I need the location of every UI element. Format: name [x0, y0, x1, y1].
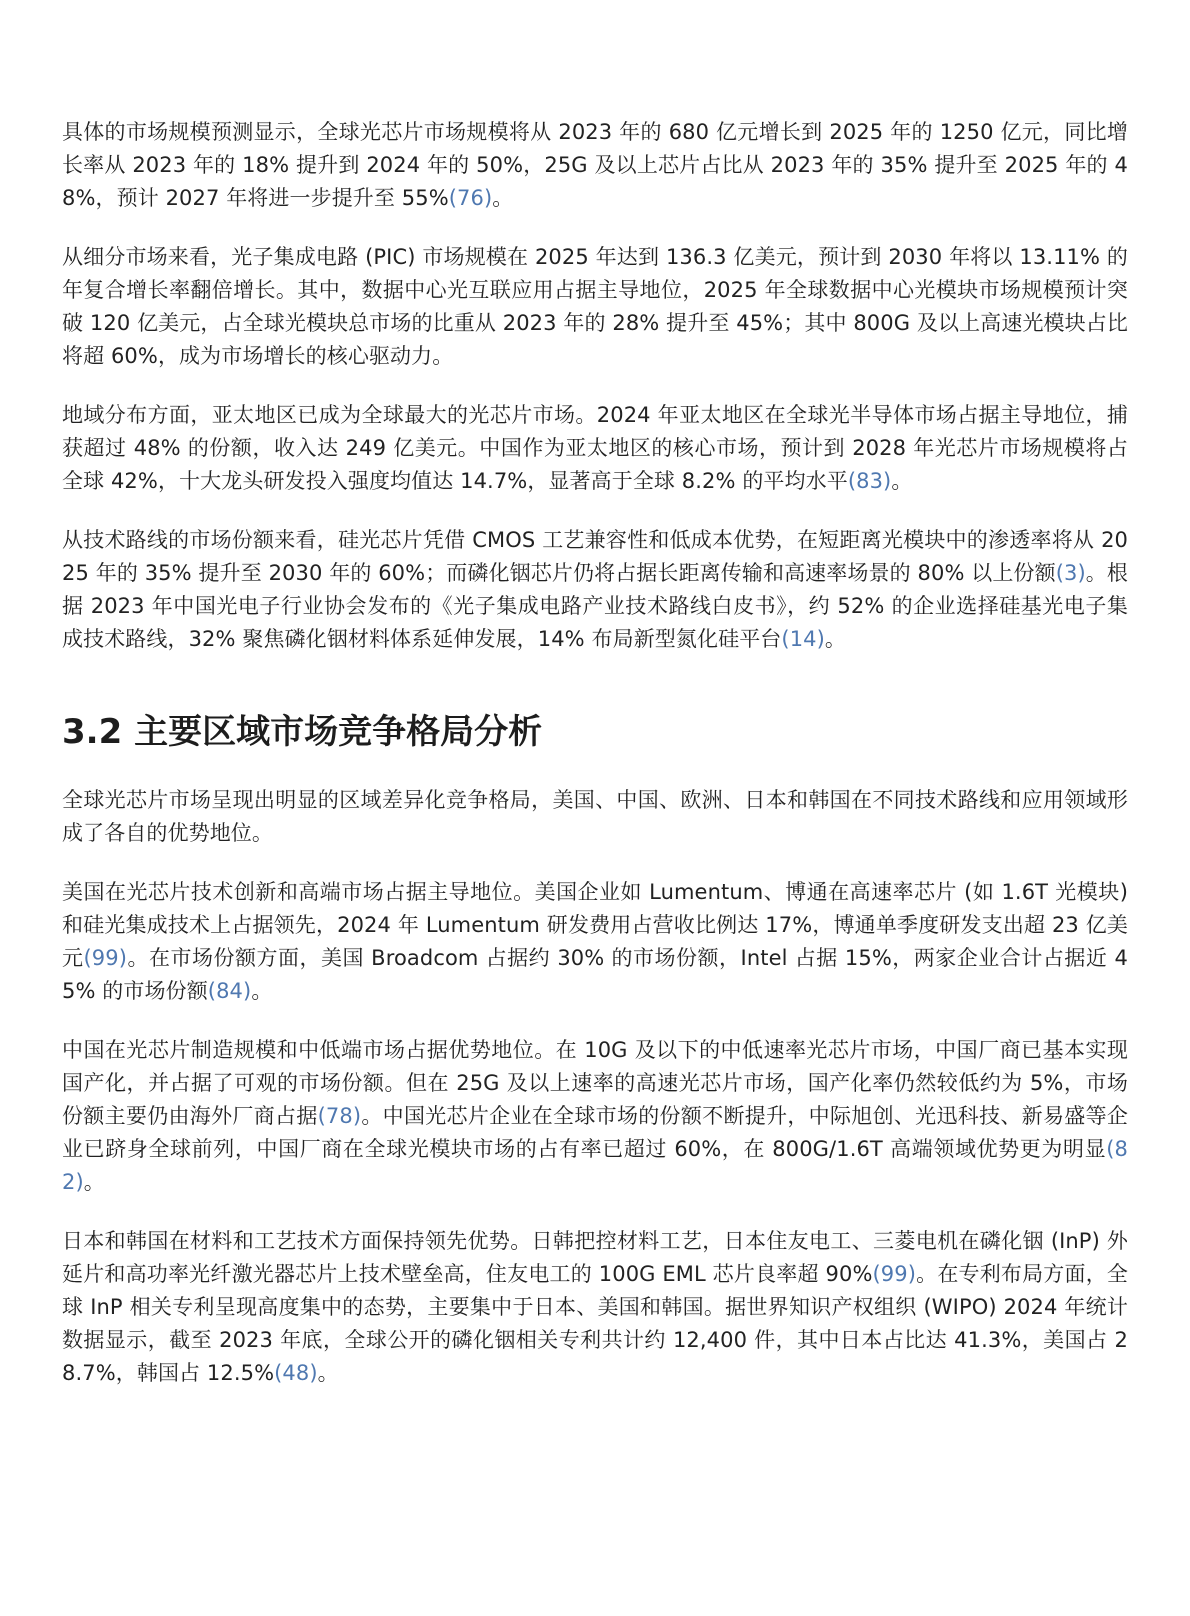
citation-link[interactable]: (83) [847, 469, 892, 493]
paragraph-text: 。中国光芯片企业在全球市场的份额不断提升，中际旭创、光迅科技、新易盛等企业已跻身全球前列，中国厂商在全球光模块市场的占有率已超过 60%，在 800G/1.6T 高端领域优势更为明显 [62, 1104, 1128, 1161]
paragraph-text: 从细分市场来看，光子集成电路 (PIC) 市场规模在 2025 年达到 136.3 亿美元，预计到 2030 年将以 13.11% 的年复合增长率翻倍增长。其中，数据中心光互联应用占据主导地位，2025 年全球数据中心光模块市场规模预计突破 120 亿美元，占全球光模块总市场的比重从 2023 年的 28% 提升至 45%；其中 800G 及以上高速光模块占比将超 60%，成为市场增长的核心驱动力。 [62, 245, 1128, 368]
paragraph-tech-route-share [62, 524, 1128, 656]
paragraph-usa [62, 876, 1128, 1008]
paragraph-text: 。根据 2023 年中国光电子行业协会发布的《光子集成电路产业技术路线白皮书》，约 52% 的企业选择硅基光电子集成技术路线，32% 聚焦磷化铟材料体系延伸发展，14% 布局新型氮化硅平台 [62, 561, 1129, 651]
section-regional-competition [62, 710, 1128, 1390]
paragraph-text: 地域分布方面，亚太地区已成为全球最大的光芯片市场。2024 年亚太地区在全球光半导体市场占据主导地位，捕获超过 48% 的份额，收入达 249 亿美元。中国作为亚太地区的核心市场，预计到 2028 年光芯片市场规模将占全球 42%，十大龙头研发投入强度均值达 14.7%，显著高于全球 8.2% 的平均水平 [62, 403, 1128, 493]
paragraph-text: 。 [83, 1170, 105, 1194]
section-heading: 3.2 主要区域市场竞争格局分析 [62, 712, 543, 752]
paragraph-text: 。在专利布局方面，全球 InP 相关专利呈现高度集中的态势，主要集中于日本、美国和韩国。据世界知识产权组织 (WIPO) 2024 年统计数据显示，截至 2023 年底，全球公开的磷化铟相关专利共计约 12,400 件，其中日本占比达 41.3%，美国占 28.7%，韩国占 12.5% [62, 1262, 1128, 1385]
citation-link[interactable]: (99) [83, 946, 128, 970]
document-page [62, 116, 1128, 1416]
citation-link[interactable]: (78) [317, 1104, 362, 1128]
citation-link[interactable]: (3) [1055, 561, 1086, 585]
paragraph-text: 从技术路线的市场份额来看，硅光芯片凭借 CMOS 工艺兼容性和低成本优势，在短距离光模块中的渗透率将从 2025 年的 35% 提升至 2030 年的 60%；而磷化铟芯片仍将占据长距离传输和高速率场景的 80% 以上份额 [62, 528, 1128, 585]
paragraph-text: 。 [891, 469, 913, 493]
citation-link[interactable]: (82) [62, 1137, 1128, 1194]
paragraph-text: 中国在光芯片制造规模和中低端市场占据优势地位。在 10G 及以下的中低速率光芯片市场，中国厂商已基本实现国产化，并占据了可观的市场份额。但在 25G 及以上速率的高速光芯片市场，国产化率仍然较低约为 5%，市场份额主要仍由海外厂商占据 [62, 1038, 1128, 1128]
citation-link[interactable]: (84) [207, 979, 252, 1003]
citation-link[interactable]: (48) [274, 1361, 318, 1385]
paragraph-text: 具体的市场规模预测显示，全球光芯片市场规模将从 2023 年的 680 亿元增长到 2025 年的 1250 亿元，同比增长率从 2023 年的 18% 提升到 2024 年的 50%，25G 及以上芯片占比从 2023 年的 35% 提升至 2025 年的 48%，预计 2027 年将进一步提升至 55% [62, 120, 1128, 210]
paragraph-text: 日本和韩国在材料和工艺技术方面保持领先优势。日韩把控材料工艺，日本住友电工、三菱电机在磷化铟 (InP) 外延片和高功率光纤激光器芯片上技术壁垒高，住友电工的 100G EML 芯片良率超 90% [62, 1229, 1128, 1286]
paragraph-regional-distribution [62, 399, 1128, 498]
paragraph-text: 。 [317, 1361, 339, 1385]
paragraph-japan-korea [62, 1225, 1128, 1390]
paragraph-text: 。 [824, 627, 847, 651]
citation-link[interactable]: (76) [448, 186, 493, 210]
section-market-forecast [62, 116, 1128, 656]
paragraph-regional-overview [62, 784, 1128, 850]
paragraph-china [62, 1034, 1128, 1199]
citation-link[interactable]: (99) [872, 1262, 917, 1286]
paragraph-text: 全球光芯片市场呈现出明显的区域差异化竞争格局，美国、中国、欧洲、日本和韩国在不同技术路线和应用领域形成了各自的优势地位。 [62, 788, 1128, 845]
citation-link[interactable]: (14) [781, 627, 825, 651]
paragraph-text: 。 [251, 979, 273, 1003]
paragraph-pic-market [62, 241, 1128, 373]
paragraph-text: 。 [492, 186, 514, 210]
paragraph-text: 美国在光芯片技术创新和高端市场占据主导地位。美国企业如 Lumentum、博通在高速率芯片 (如 1.6T 光模块) 和硅光集成技术上占据领先，2024 年 Lumentum 研发费用占营收比例达 17%，博通单季度研发支出超 23 亿美元 [62, 880, 1128, 970]
paragraph-text: 。在市场份额方面，美国 Broadcom 占据约 30% 的市场份额，Intel 占据 15%，两家企业合计占据近 45% 的市场份额 [62, 946, 1128, 1003]
paragraph-market-size [62, 116, 1128, 215]
